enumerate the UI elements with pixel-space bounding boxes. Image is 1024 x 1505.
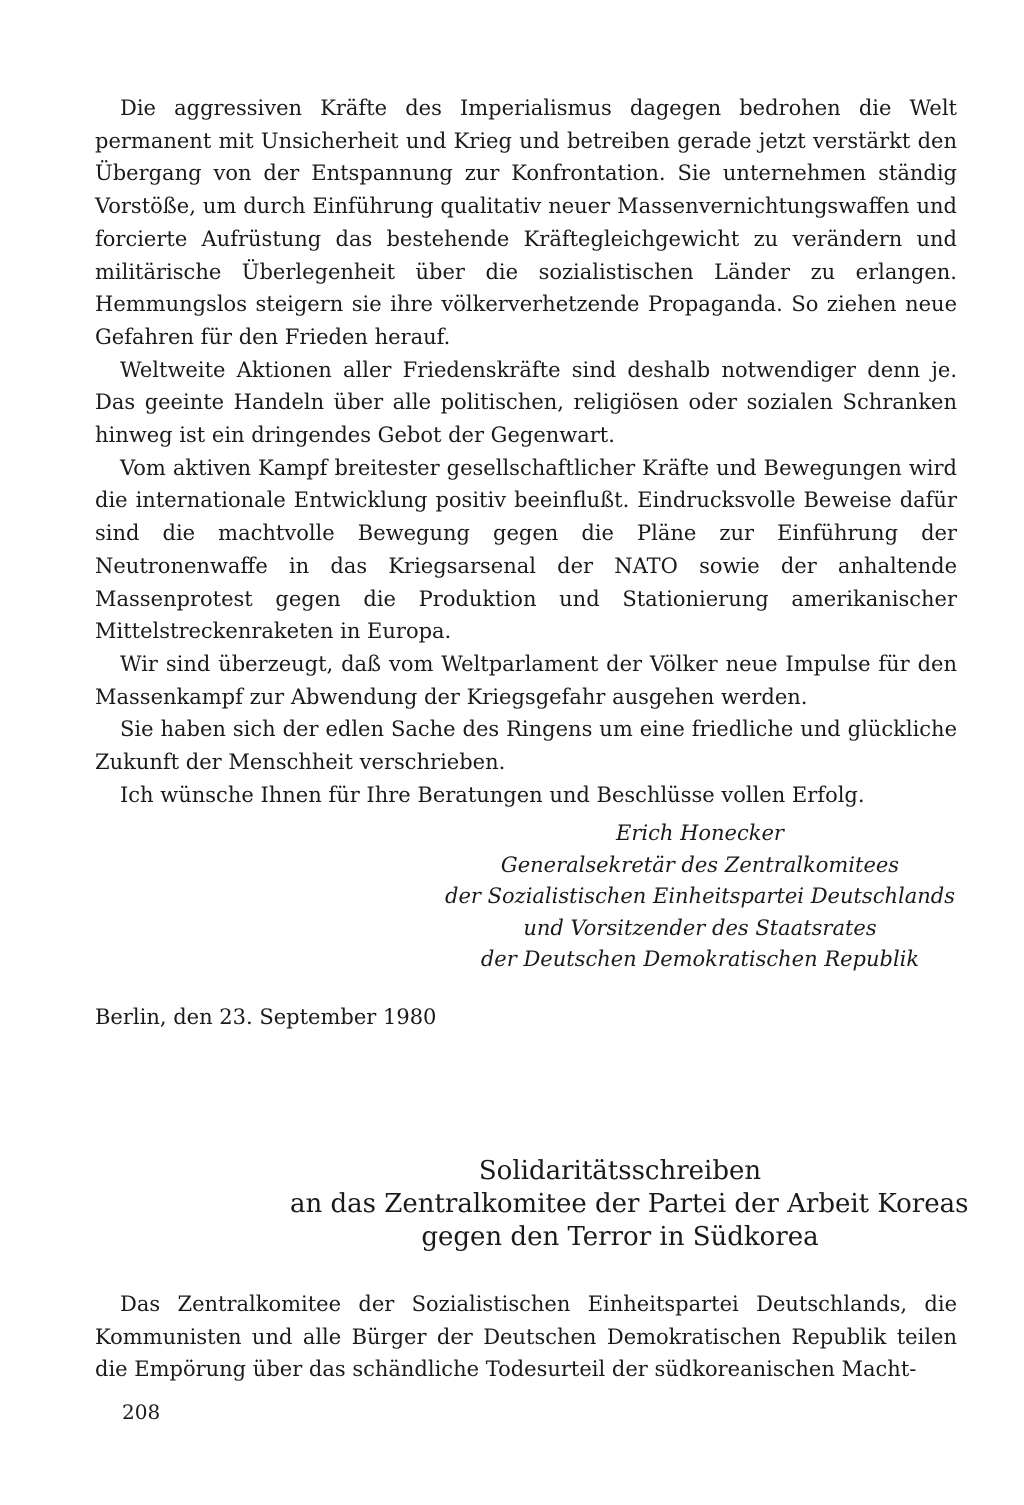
letter-body [95, 92, 957, 811]
paragraph: Wir sind überzeugt, daß vom Weltparlament der Völker neue Impulse für den Massenkampf zur Abwendung der Kriegsgefahr ausgehen werden. [95, 651, 957, 709]
signatory-title-line: der Sozialistischen Einheitspartei Deutschlands [445, 884, 955, 908]
page-number: 208 [122, 1400, 161, 1424]
date-line: Berlin, den 23. September 1980 [95, 1005, 437, 1029]
signatory-title-line: Generalsekretär des Zentralkomitees [500, 852, 900, 877]
paragraph: Vom aktiven Kampf breitester gesellschaftlicher Kräfte und Bewegungen wird die internationale Entwicklung positiv beeinflußt. Eindrucksvolle Beweise dafür sind die machtvolle Bewegung gegen die Pläne zur Einführung der Neutronenwaffe in das Kriegsarsenal der NATO sowie der anhaltende Massenprotest gegen die Produktion und Stationierung amerikanischer Mittelstreckenraketen in Europa. [95, 455, 957, 644]
heading-line: gegen den Terror in Südkorea [421, 1222, 819, 1252]
signature-block [420, 818, 980, 976]
paragraph: Das Zentralkomitee der Sozialistischen Einheitspartei Deutschlands, die Kommunisten und alle Bürger der Deutschen Demokratischen Republik teilen die Empörung über das schändliche Todesurteil der südkoreanischen Macht- [95, 1292, 957, 1382]
signatory-title-line: und Vorsitzender des Staatsrates [523, 915, 877, 940]
heading-line: an das Zentralkomitee der Partei der Arbeit Koreas [290, 1189, 969, 1219]
paragraph: Weltweite Aktionen aller Friedenskräfte sind deshalb notwendiger denn je. Das geeinte Handeln über alle politischen, religiösen oder sozialen Schranken hinweg ist ein dringendes Gebot der Gegenwart. [95, 357, 957, 448]
section-body [95, 1288, 957, 1386]
signatory-name: Erich Honecker [616, 821, 784, 845]
heading-line: Solidaritätsschreiben [478, 1156, 762, 1186]
paragraph: Ich wünsche Ihnen für Ihre Beratungen und Beschlüsse vollen Erfolg. [120, 782, 865, 807]
paragraph: Die aggressiven Kräfte des Imperialismus dagegen bedrohen die Welt permanent mit Unsicherheit und Krieg und betreiben gerade jetzt verstärkt den Übergang von der Entspannung zur Konfrontation. Sie unternehmen ständig Vorstöße, um durch Einführung qualitativ neuer Massenvernichtungswaffen und forcierte Aufrüstung das bestehende Kräftegleichgewicht zu verändern und militärische Überlegenheit über die sozialistischen Länder zu erlangen. Hemmungslos steigern sie ihre völkerverhetzende Propaganda. So ziehen neue Gefahren für den Frieden herauf. [95, 96, 957, 349]
section-heading [290, 1155, 969, 1254]
paragraph: Sie haben sich der edlen Sache des Ringens um eine friedliche und glückliche Zukunft der Menschheit verschrieben. [95, 717, 957, 775]
signatory-title-line: der Deutschen Demokratischen Republik [480, 947, 920, 971]
